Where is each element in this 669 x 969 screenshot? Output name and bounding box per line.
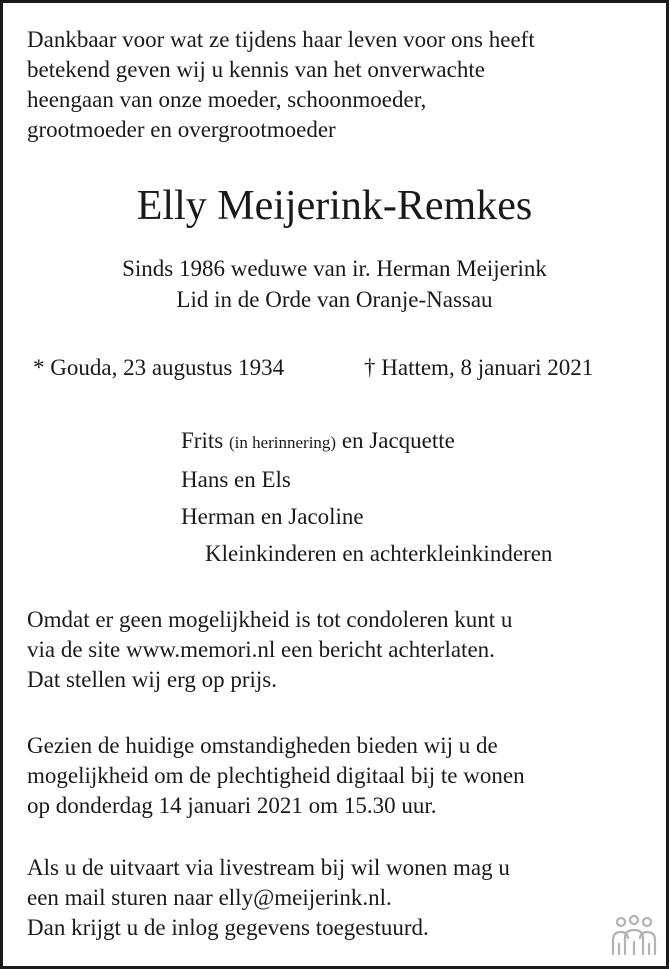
deceased-name: Elly Meijerink-Remkes [136, 183, 533, 229]
family-frits-note: (in herinnering) [228, 433, 337, 452]
intro-line: betekend geven wij u kennis van het onverwachte [27, 57, 485, 82]
family-list [181, 422, 552, 572]
subtitle-widow-line: Sinds 1986 weduwe van ir. Herman Meijerink [122, 256, 547, 281]
family-frits-partner: en Jacquette [341, 428, 455, 453]
condolence-line: Dat stellen wij erg op prijs. [27, 667, 277, 692]
family-frits-name: Frits [181, 428, 224, 453]
livestream-line: een mail sturen naar elly@meijerink.nl. [27, 885, 392, 910]
family-line-frits [181, 422, 552, 461]
intro-line: grootmoeder en overgrootmoeder [27, 117, 336, 142]
condolence-text [27, 605, 512, 695]
people-group-icon [608, 914, 660, 958]
death-date: † Hattem, 8 januari 2021 [364, 355, 594, 380]
family-line-grandchildren: Kleinkinderen en achterkleinkinderen [205, 541, 553, 566]
livestream-text [27, 853, 510, 943]
family-line-herman: Herman en Jacoline [181, 504, 364, 529]
subtitle-order-line: Lid in de Orde van Oranje-Nassau [176, 287, 493, 312]
condolence-line: via de site www.memori.nl een bericht achterlaten. [27, 637, 495, 662]
intro-line: Dankbaar voor wat ze tijdens haar leven voor ons heeft [27, 27, 535, 52]
livestream-line: Als u de uitvaart via livestream bij wil wonen mag u [27, 855, 510, 880]
family-line-hans: Hans en Els [181, 467, 291, 492]
intro-text [27, 25, 535, 145]
ceremony-line: op donderdag 14 januari 2021 om 15.30 uur. [27, 793, 437, 818]
condolence-line: Omdat er geen mogelijkheid is tot condoleren kunt u [27, 607, 513, 632]
deceased-subtitle [3, 253, 666, 315]
ceremony-text [27, 731, 525, 821]
livestream-line: Dan krijgt u de inlog gegevens toegestuurd. [27, 915, 429, 940]
intro-line: heengaan van onze moeder, schoonmoeder, [27, 87, 427, 112]
ceremony-line: mogelijkheid om de plechtigheid digitaal bij te wonen [27, 763, 525, 788]
birth-date: * Gouda, 23 augustus 1934 [33, 355, 285, 380]
ceremony-line: Gezien de huidige omstandigheden bieden wij u de [27, 733, 498, 758]
